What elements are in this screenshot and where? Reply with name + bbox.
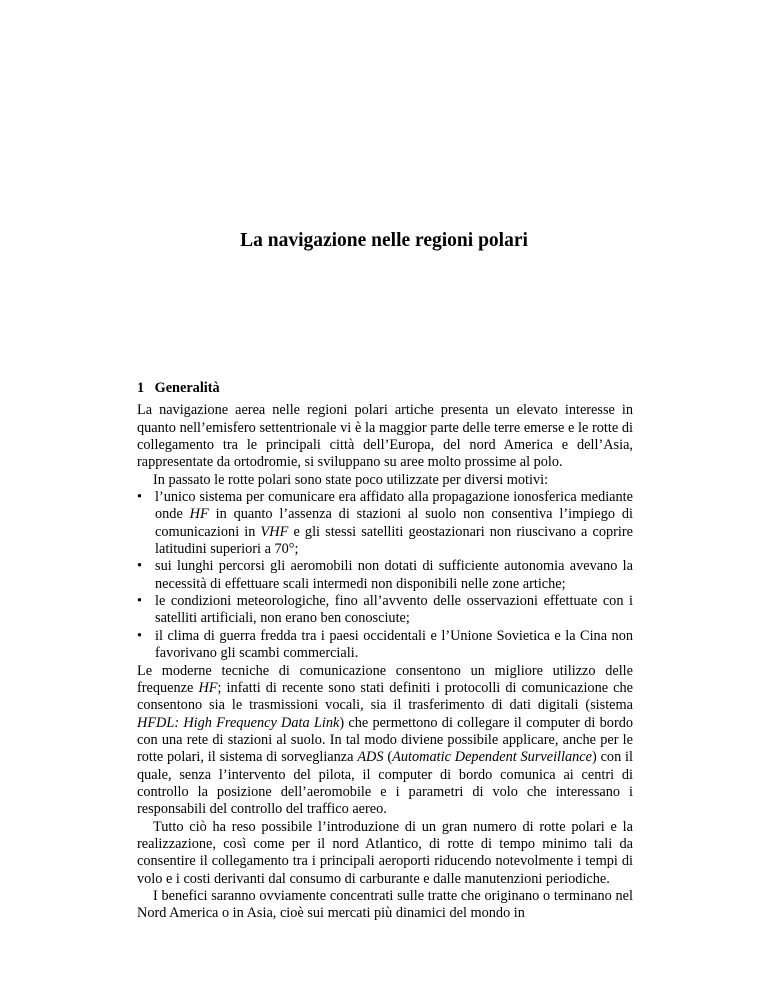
list-item: • le condizioni meteorologiche, fino all’avvento delle osservazioni effettuate con i satelliti artificiali, non erano ben conosciute; [137,593,633,627]
paragraph-1: La navigazione aerea nelle regioni polari artiche presenta un elevato interesse in quanto nell’emisfero settentrionale vi è la maggior parte delle terre emerse e le rotte di collegamento tra le principali città dell’Europa, del nord America e dell’Asia, rappresentate da ortodromie, si sviluppano su aree molto prossime al polo. [137,402,633,471]
list-item: • sui lunghi percorsi gli aeromobili non dotati di sufficiente autonomia avevano la necessità di effettuare scali intermedi non disponibili nelle zone artiche; [137,558,633,592]
section-heading [137,380,633,397]
bullet-icon: • [137,558,143,575]
body-text [137,380,633,923]
page-title: La navigazione nelle regioni polari [240,230,528,251]
paragraph-2: In passato le rotte polari sono state poco utilizzate per diversi motivi: [153,471,549,488]
list-item: • il clima di guerra fredda tra i paesi occidentali e l’Unione Sovietica e la Cina non favorivano gli scambi commerciali. [137,627,633,662]
reasons-list [137,489,633,662]
section-number: 1 [137,380,145,396]
paragraph-3: Le moderne tecniche di comunicazione consentono un migliore utilizzo delle frequenze HF; infatti di recente sono stati definiti i protocolli di comunicazione che consentono sia le trasmissioni vocali, sia il trasferimento di dati digitali (sistema HFDL: High Frequency Data Link) che permettono di collegare il computer di bordo con una rete di stazioni al suolo. In tal modo diviene possibile applicare, anche per le rotte polari, il sistema di sorveglianza ADS (Automatic Dependent Surveillance) con il quale, senza l’intervento del pilota, il computer di bordo comunica ai centri di controllo la posizione dell’aeromobile e i parametri di volo che interessano i responsabili del controllo del traffico aereo. [137,662,634,818]
bullet-icon: • [137,593,143,610]
bullet-icon: • [137,489,143,506]
list-item: • l’unico sistema per comunicare era affidato alla propagazione ionosferica mediante onde HF in quanto l’assenza di stazioni al suolo non consentiva l’impiego di comunicazioni in VHF e gli stessi satelliti geostazionari non riuscivano a coprire latitudini superiori a 70°; [137,489,633,558]
section-title: Generalità [154,380,220,396]
paragraph-4: Tutto ciò ha reso possibile l’introduzione di un gran numero di rotte polari e la realizzazione, così come per il nord Atlantico, di rotte di tempo minimo tali da consentire il collegamento tra i principali aeroporti riducendo notevolmente i tempi di volo e i costi derivanti dal consumo di carburante e dalle manutenzioni periodiche. [137,818,633,887]
paragraph-5: I benefici saranno ovviamente concentrati sulle tratte che originano o terminano nel Nord America o in Asia, cioè sui mercati più dinamici del mondo in [137,887,633,922]
bullet-icon: • [137,627,143,644]
